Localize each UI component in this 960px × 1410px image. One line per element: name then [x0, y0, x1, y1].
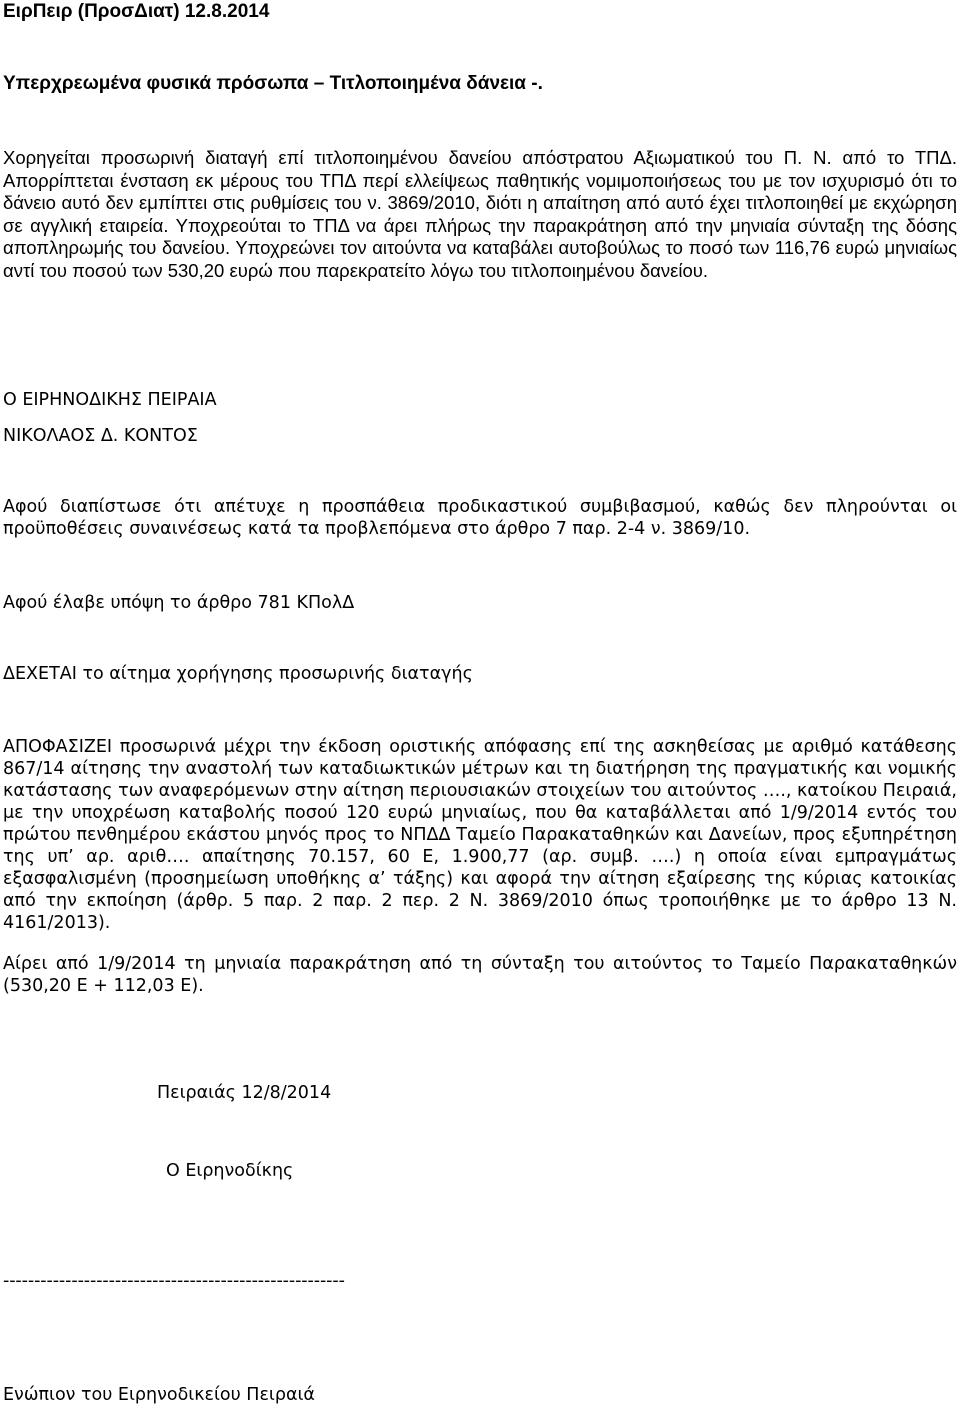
decision-paragraph: ΑΠΟΦΑΣΙΖΕΙ προσωρινά μέχρι την έκδοση οριστικής απόφασης επί της ασκηθείσας με αριθμό κατάθεσης 867/14 αίτησης την αναστολή των καταδιωκτικών μέτρων και τη διατήρηση της πραγματικής και νομικής κατάστασης των αναφερόμενων στην αίτηση περιουσιακών στοιχείων του αιτούντος …., κατοίκου Πειραιά, με την υποχρέωση καταβολής ποσού 120 ευρώ μηνιαίως, που θα καταβάλλεται από 1/9/2014 εντός του πρώτου πενθημέρου εκάστου μηνός προς το ΝΠΔΔ Ταμείο Παρακαταθηκών και Δανείων, προς εξυπηρέτηση της υπ’ αρ. αριθ…. απαίτησης 70.157, 60 Ε, 1.900,77 (αρ. συμβ. ….) η οποία είναι εμπραγμάτως εξασφαλισμένη (προσημείωση υποθήκης α’ τάξης) και αφορά την αίτηση εξαίρεσης της κύριας κατοικίας από την εκποίηση (άρθρ. 5 παρ. 2 παρ. 2 περ. 2 Ν. 3869/2010 όπως τροποιήθηκε με το άρθρο 13 Ν. 4161/2013). — [3, 737, 957, 933]
lift-withholding-paragraph: Αίρει από 1/9/2014 τη μηνιαία παρακράτηση από τη σύνταξη του αιτούντος το Ταμείο Παρακαταθηκών (530,20 Ε + 112,03 Ε). — [3, 954, 957, 996]
finding-paragraph: Αφού διαπίστωσε ότι απέτυχε η προσπάθεια προδικαστικού συμβιβασμού, καθώς δεν πληρούνται οι προϋποθέσεις συναινέσεως κατά τα προβλεπόμενα στο άρθρο 7 παρ. 2-4 ν. 3869/10. — [3, 497, 957, 539]
accepts-paragraph: ΔΕΧΕΤΑΙ το αίτημα χορήγησης προσωρινής διαταγής — [3, 664, 473, 684]
court-name: Ο ΕΙΡΗΝΟΔΙΚΗΣ ΠΕΙΡΑΙΑ — [3, 390, 217, 410]
considered-paragraph: Αφού έλαβε υπόψη το άρθρο 781 ΚΠολΔ — [3, 593, 355, 613]
signatory-title: Ο Ειρηνοδίκης — [166, 1161, 294, 1181]
document-header: ΕιρΠειρ (ΠροσΔιατ) 12.8.2014 — [3, 1, 270, 22]
judge-name: ΝΙΚΟΛΑΟΣ Δ. ΚΟΝΤΟΣ — [3, 426, 198, 446]
place-date: Πειραιάς 12/8/2014 — [157, 1083, 332, 1103]
document-heading: Υπερχρεωμένα φυσικά πρόσωπα – Τιτλοποιημένα δάνεια -. — [3, 73, 543, 94]
document-footer: Ενώπιον του Ειρηνοδικείου Πειραιά — [3, 1385, 315, 1405]
summary-paragraph: Χορηγείται προσωρινή διαταγή επί τιτλοποιημένου δανείου απόστρατου Αξιωματικού του Π. Ν. από το ΤΠΔ. Απορρίπτεται ένσταση εκ μέρους του ΤΠΔ περί ελλείψεως παθητικής νομιμοποιήσεως του με τον ισχυρισμό ότι το δάνειο αυτό δεν εμπίπτει στις ρυθμίσεις του ν. 3869/2010, διότι η απαίτηση από αυτό έχει τιτλοποιηθεί με εκχώρηση σε αγγλική εταιρεία. Υποχρεούται το ΤΠΔ να άρει πλήρως την παρακράτηση από την μηνιαία σύνταξη της δόσης αποπληρωμής του δανείου. Υποχρεώνει τον αιτούντα να καταβάλει αυτοβούλως το ποσό των 116,76 ευρώ μηνιαίως αντί του ποσού των 530,20 ευρώ που παρεκρατείτο λόγω του τιτλοποιημένου δανείου. — [3, 147, 957, 281]
separator-line: ------------------------------------------------------- — [3, 1271, 345, 1291]
